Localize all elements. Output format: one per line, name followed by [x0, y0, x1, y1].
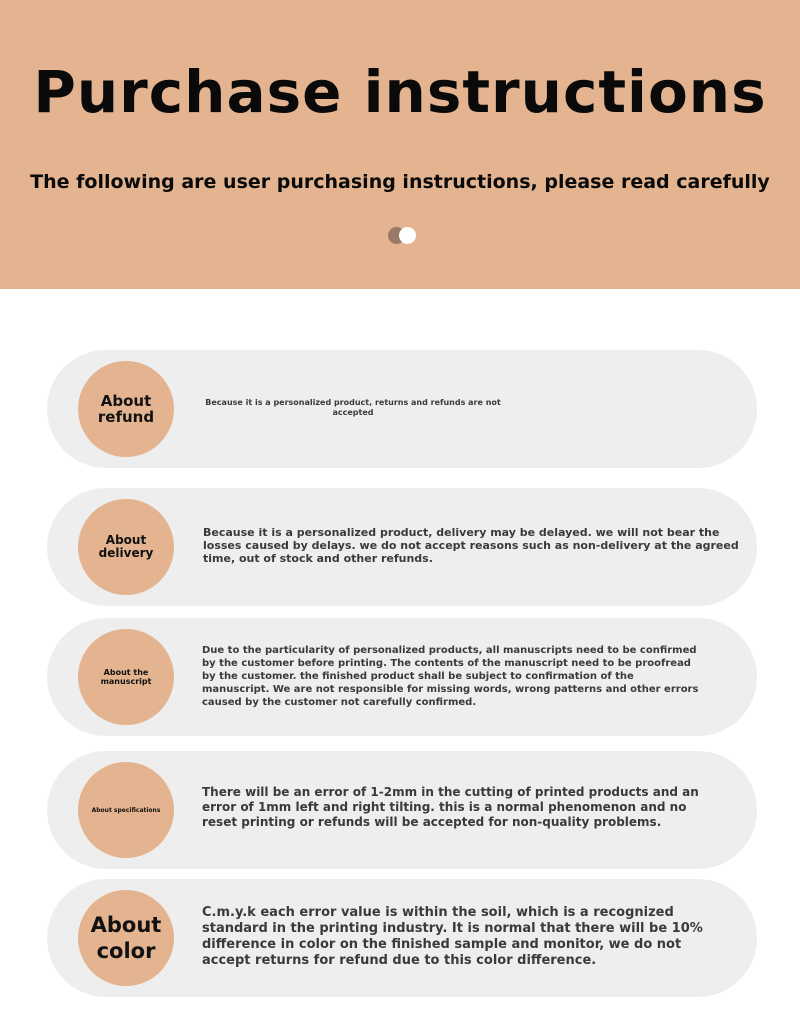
page-title: Purchase instructions: [33, 58, 767, 126]
carousel-dots: [388, 227, 418, 244]
card-description: Because it is a personalized product, delivery may be delayed. we will not bear the losses caused by delays. we do not accept reasons such as non-delivery at the agreed time, out of stock and other refunds.: [203, 526, 739, 565]
card-description: C.m.y.k each error value is within the soil, which is a recognized standard in the printing industry. It is normal that there will be 10% difference in color on the finished sample and monitor, we do not accept returns for refund due to this color difference.: [202, 905, 703, 968]
card-badge: About the manuscript: [78, 629, 174, 725]
card-description: There will be an error of 1-2mm in the cutting of printed products and an error of 1mm left and right tilting. this is a normal phenomenon and no reset printing or refunds will be accepted for non-quality problems.: [202, 785, 699, 829]
card-description: Due to the particularity of personalized products, all manuscripts need to be confirmed by the customer before printing. The contents of the manuscript need to be proofread by the customer. the finished product shall be subject to confirmation of the manuscript. We are not responsible for missing words, wrong patterns and other errors caused by the customer not carefully confirmed.: [202, 645, 699, 708]
card-description: Because it is a personalized product, returns and refunds are not accepted: [205, 398, 501, 417]
card-manuscript: [47, 618, 757, 736]
card-badge: About refund: [78, 361, 174, 457]
header-banner: [0, 0, 800, 289]
card-color: [47, 879, 757, 997]
card-badge: About specifications: [78, 762, 174, 858]
dot-icon: [399, 227, 416, 244]
card-delivery: [47, 488, 757, 606]
card-badge: About delivery: [78, 499, 174, 595]
card-specifications: [47, 751, 757, 869]
card-badge: About color: [78, 890, 174, 986]
page-subtitle: The following are user purchasing instructions, please read carefully: [30, 171, 770, 193]
card-refund: [47, 350, 757, 468]
